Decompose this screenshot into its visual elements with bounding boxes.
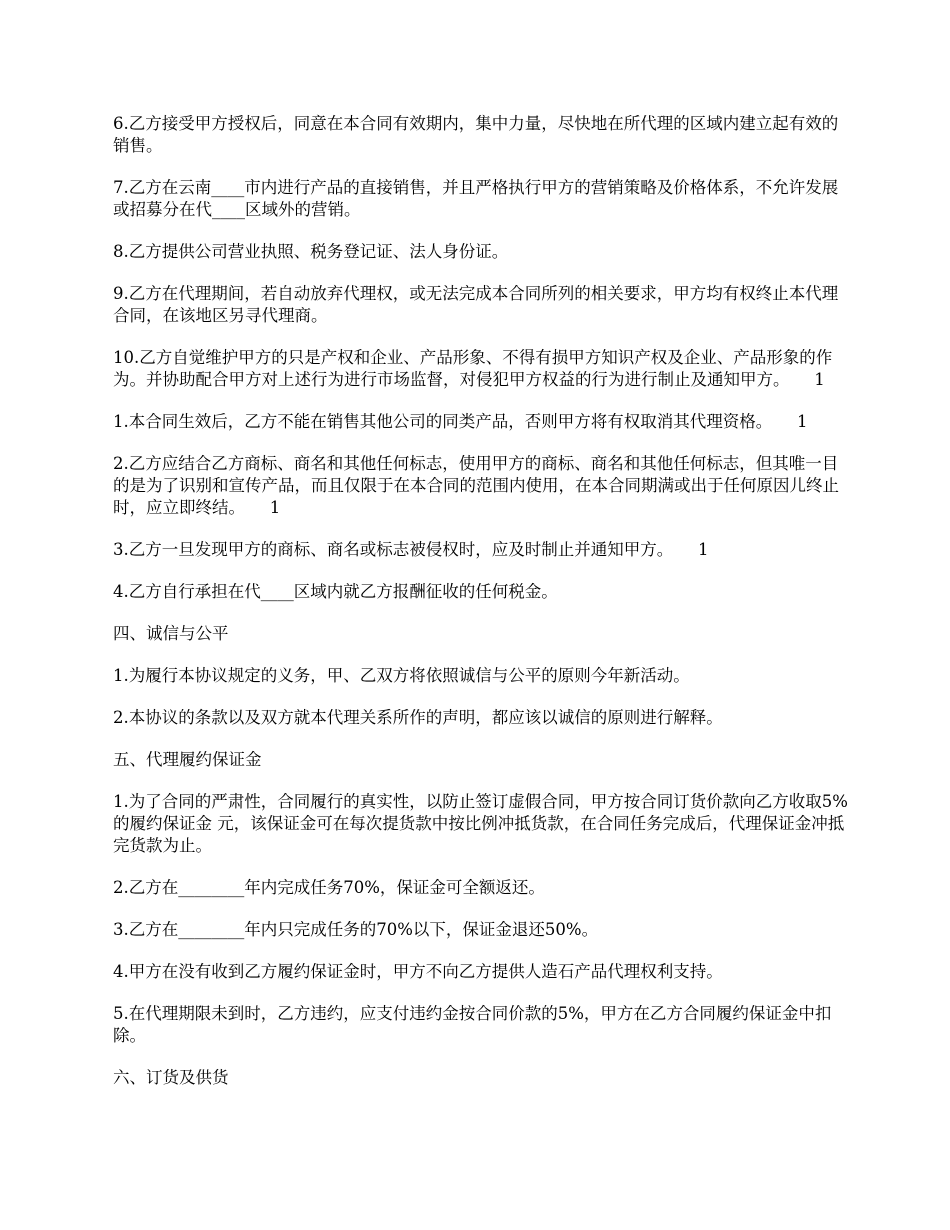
deposit-clause-2: 2.乙方在________年内完成任务70%，保证金可全额返还。 <box>113 878 545 897</box>
trademark-clause-1: 1.本合同生效后，乙方不能在销售其他公司的同类产品，否则甲方将有权取消其代理资格。 1 <box>113 412 808 431</box>
trademark-clause-3: 3.乙方一旦发现甲方的商标、商名或标志被侵权时，应及时制止并通知甲方。 1 <box>113 540 709 559</box>
clause-10: 10.乙方自觉维护甲方的只是产权和企业、产品形象、不得有损甲方知识产权及企业、产品形象的作为。并协助配合甲方对上述行为进行市场监督，对侵犯甲方权益的行为进行制止及通知甲方。 1 <box>113 348 833 389</box>
clause-9: 9.乙方在代理期间，若自动放弃代理权，或无法完成本合同所列的相关要求，甲方均有权终止本代理合同，在该地区另寻代理商。 <box>113 284 839 325</box>
clause-7: 7.乙方在云南____市内进行产品的直接销售，并且严格执行甲方的营销策略及价格体系，不允许发展或招募分在代____区域外的营销。 <box>113 178 839 219</box>
section-heading-integrity: 四、诚信与公平 <box>113 624 229 643</box>
trademark-clause-2: 2.乙方应结合乙方商标、商名和其他任何标志，使用甲方的商标、商名和其他任何标志，但其唯一目的是为了识别和宣传产品，而且仅限于在本合同的范围内使用，在本合同期满或出于任何原因儿终止时，应立即终结。 1 <box>113 454 839 517</box>
deposit-clause-4: 4.甲方在没有收到乙方履约保证金时，甲方不向乙方提供人造石产品代理权利支持。 <box>113 962 723 981</box>
integrity-clause-1: 1.为履行本协议规定的义务，甲、乙双方将依照诚信与公平的原则今年新活动。 <box>113 666 690 685</box>
trademark-clause-4: 4.乙方自行承担在代____区域内就乙方报酬征收的任何税金。 <box>113 582 558 601</box>
clause-8: 8.乙方提供公司营业执照、税务登记证、法人身份证。 <box>113 242 509 261</box>
document-page <box>113 113 853 1109</box>
integrity-clause-2: 2.本协议的条款以及双方就本代理关系所作的声明，都应该以诚信的原则进行解释。 <box>113 708 723 727</box>
deposit-clause-3: 3.乙方在________年内只完成任务的70%以下，保证金退还50%。 <box>113 920 599 939</box>
section-heading-deposit: 五、代理履约保证金 <box>113 750 262 769</box>
clause-6: 6.乙方接受甲方授权后，同意在本合同有效期内，集中力量，尽快地在所代理的区域内建立起有效的销售。 <box>113 114 839 155</box>
deposit-clause-1: 1.为了合同的严肃性，合同履行的真实性，以防止签订虚假合同，甲方按合同订货价款向乙方收取5%的履约保证金 元，该保证金可在每次提货款中按比例冲抵货款，在合同任务完成后，代理保证金冲抵完货款为止。 <box>113 792 848 855</box>
section-heading-ordering: 六、订货及供货 <box>113 1068 229 1087</box>
deposit-clause-5: 5.在代理期限未到时，乙方违约，应支付违约金按合同价款的5%，甲方在乙方合同履约保证金中扣除。 <box>113 1004 832 1045</box>
